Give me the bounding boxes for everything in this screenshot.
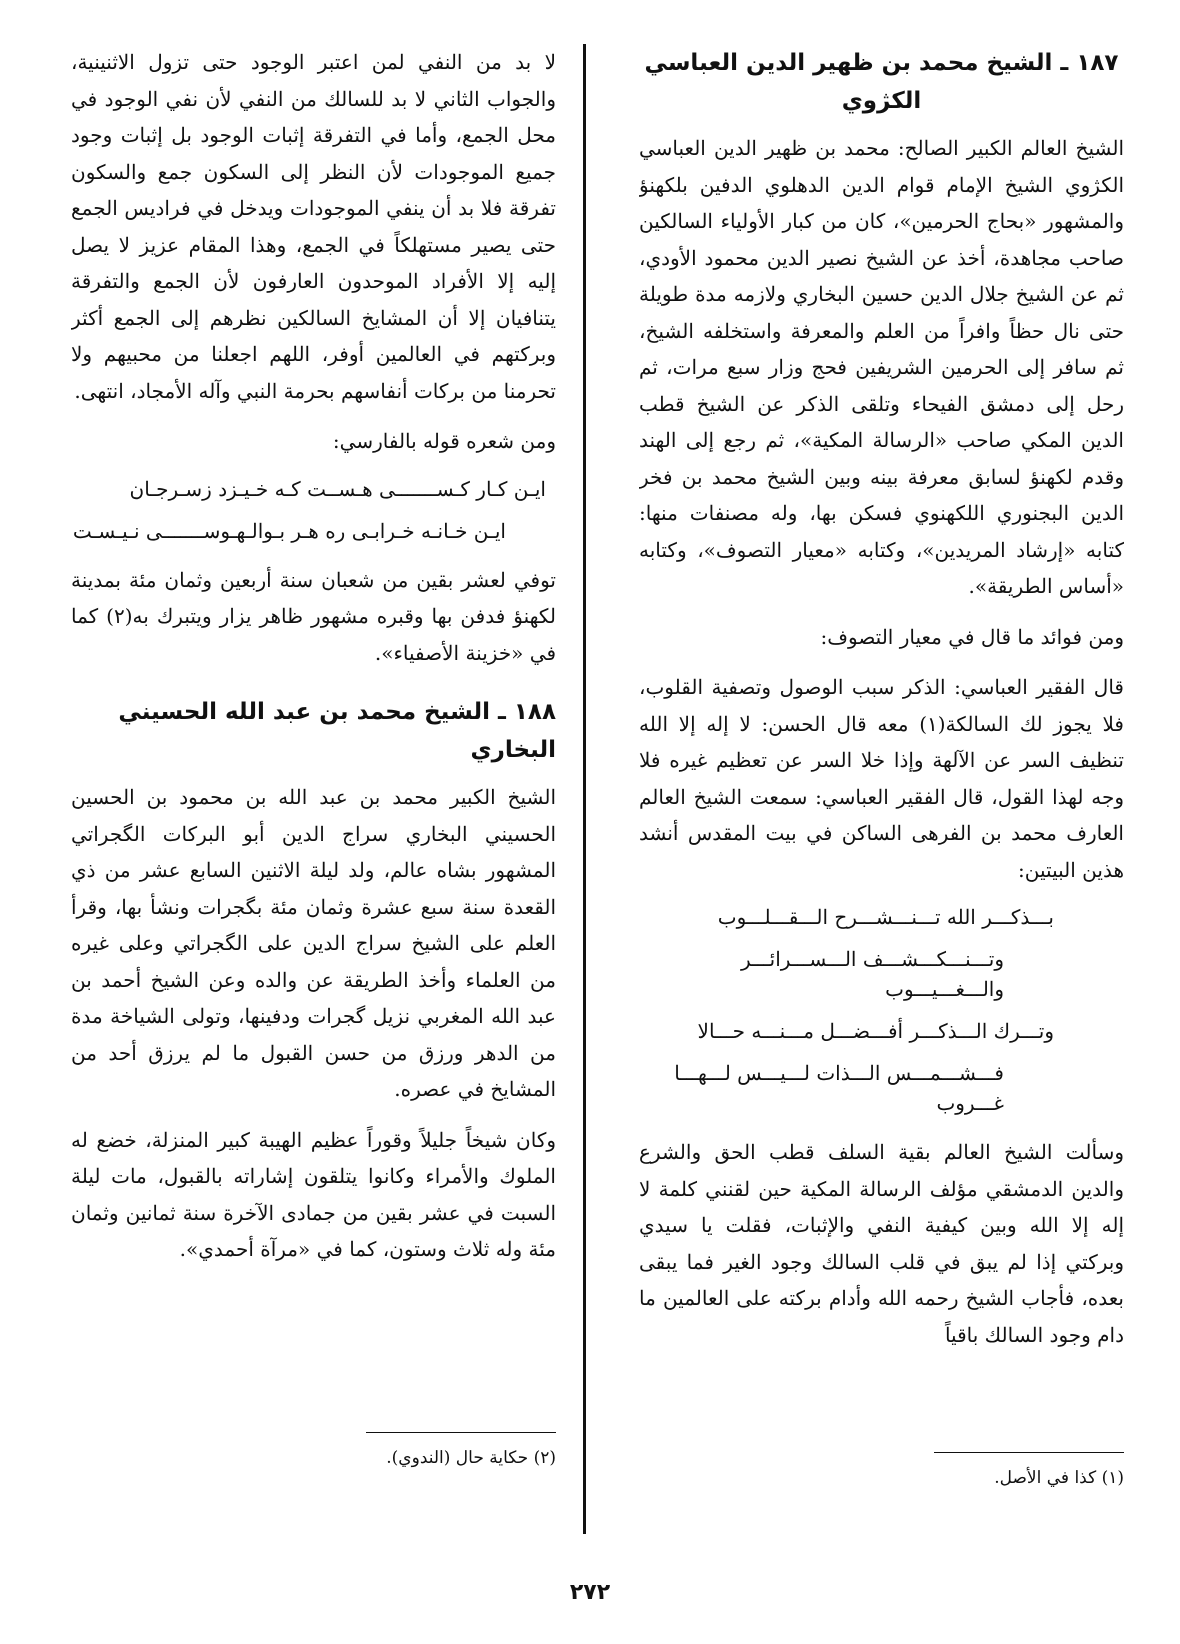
right-column <box>639 44 1124 1504</box>
left-column <box>71 44 556 1504</box>
footnote-rule-left <box>366 1432 556 1433</box>
entry-188-title: ١٨٨ ـ الشيخ محمد بن عبد الله الحسيني البخاري <box>118 699 556 763</box>
footnote-1: (١) كذا في الأصل. <box>994 1468 1124 1488</box>
entry-187-paragraph-3: قال الفقير العباسي: الذكر سبب الوصول وتصفية القلوب، فلا يجوز لك السالكة(١) معه قال الحسن: لا إله إلا الله تنظيف السر عن الآلهة وإذا خلا السر عن تعظيم غيره فلا وجه لهذا القول، قال الفقير العباسي: سمعت الشيخ العالم العارف محمد بن الفرهى الساكن في بيت المقدس أنشد هذين البيتين: <box>639 675 1124 882</box>
entry-187-paragraph-1: الشيخ العالم الكبير الصالح: محمد بن ظهير الدين العباسي الكژوي الشيخ الإمام قوام الدين الدهلوي الدفين بلكهنؤ والمشهور «بحاج الحرمين»، كان من كبار الأولياء السالكين صاحب مجاهدة، أخذ عن الشيخ نصير الدين محمود الأودي، ثم عن الشيخ جلال الدين حسين البخاري ولازمه مدة طويلة حتى نال حظاً وافراً من العلم والمعرفة واستخلفه الشيخ، ثم سافر إلى الحرمين الشريفين فحج وزار سبع مرات، ثم رحل إلى دمشق الفيحاء وتلقى الذكر عن الشيخ قطب الدين المكي صاحب «الرسالة المكية»، ثم رجع إلى الهند وقدم لكهنؤ لسابق معرفة بينه وبين الشيخ محمد بن فخر الدين البجنوري اللكهنوي فسكن بها، وله مصنفات منها: كتابه «إرشاد المريدين»، وكتابه «معيار التصوف»، وكتابه «أساس الطريقة». <box>639 136 1124 598</box>
entry-187-paragraph-2: ومن فوائد ما قال في معيار التصوف: <box>820 624 1124 649</box>
verse-line-1: بـــذكـــر الله تـــنـــشـــرح الـــقـــلـــوب <box>717 905 1054 929</box>
entry-187-paragraph-4: وسألت الشيخ العالم بقية السلف قطب الحق والشرع والدين الدمشقي مؤلف الرسالة المكية حين لقنني كلمة لا إله إلا الله وبين كيفية النفي والإثبات، فقلت يا سيدي وبركتي إذا لم يبق في قلب السالك وجود الغير فما يبقى بعده، فأجاب الشيخ رحمه الله وأدام بركته على العالمين ما دام وجود السالك باقياً <box>639 1140 1124 1347</box>
verse-line-2: وتـــنـــكـــشـــف الـــســـرائـــر والـــغـــيـــوب <box>741 947 1004 1001</box>
entry-188-paragraph-1: الشيخ الكبير محمد بن عبد الله بن محمود بن الحسين الحسيني البخاري سراج الدين أبو البركات الگجراتي المشهور بشاه عالم، ولد ليلة الاثنين السابع عشر من ذي القعدة سنة سبع عشرة وثمان مئة بگجرات ونشأ بها، وقرأ العلم على الشيخ سراج الدين على الگجراتي وعلى غيره من العلماء وأخذ الطريقة عن والده وعن الشيخ أحمد بن عبد الله المغربي نزيل گجرات ودفينها، وتولى الشياخة مدة من الدهر ورزق من حسن القبول ما لم يرزق أحد من المشايخ في عصره. <box>71 785 556 1101</box>
verse-line-4: فـــشـــمـــس الـــذات لـــيـــس لـــهـــا غـــروب <box>674 1061 1004 1115</box>
continuation-paragraph: لا بد من النفي لمن اعتبر الوجود حتى تزول الاثنينية، والجواب الثاني لا بد للسالك من النفي لأن نفي الوجود في محل الجمع، وأما في التفرقة إثبات الوجود بل إثبات وجود جميع الموجودات لأن النظر إلى السكون جمع والسكون تفرقة فلا بد أن ينفي الموجودات ويدخل في فراديس الجمع حتى يصير مستهلكاً في الجمع، وهذا المقام عزيز لا يصل إليه إلا الأفراد الموحدون العارفون لأن الجمع والتفرقة يتنافيان إلا أن المشايخ السالكين نظرهم إلى الجمع أكثر وبركتهم في العالمين أوفر، اللهم اجعلنا من محبيهم ولا تحرمنا من بركات أنفاسهم بحرمة النبي وآله الأمجاد، انتهى. <box>71 50 556 403</box>
death-paragraph: توفي لعشر بقين من شعبان سنة أربعين وثمان مئة بمدينة لكهنؤ فدفن بها وقبره مشهور ظاهر يزار ويتبرك به(٢) كما في «خزينة الأصفياء». <box>71 567 556 665</box>
persian-verse-line-2: ايـن خـانـه خـرابـى ره هـر بـوالـهـوســـــــى نـيـسـت <box>72 518 506 543</box>
footnote-2: (٢) حكاية حال (الندوي). <box>386 1448 556 1468</box>
entry-188-paragraph-2: وكان شيخاً جليلاً وقوراً عظيم الهيبة كبير المنزلة، خضع له الملوك والأمراء وكانوا يتلقون إشاراته بالقبول، مات ليلة السبت في عشر بقين من جمادى الآخرة سنة ثمانين وثمان مئة وله ثلاث وستون، كما في «مرآة أحمدي». <box>71 1127 556 1261</box>
column-divider <box>583 44 586 1534</box>
persian-verses <box>71 474 556 546</box>
page-number: ٢٧٢ <box>569 1580 611 1605</box>
persian-poem-intro: ومن شعره قوله بالفارسي: <box>332 429 556 453</box>
persian-verse-line-1: ايـن كـار كـســـــــى هـســت كـه خـيـزد زسـرجـان <box>129 476 546 501</box>
verse-line-3: وتـــرك الـــذكـــر أفـــضـــل مـــنـــه حـــالا <box>697 1019 1054 1043</box>
footnote-rule-right <box>934 1452 1124 1453</box>
entry-187-title: ١٨٧ ـ الشيخ محمد بن ظهير الدين العباسي الكژوي <box>644 50 1119 114</box>
arabic-verses <box>639 902 1124 1118</box>
